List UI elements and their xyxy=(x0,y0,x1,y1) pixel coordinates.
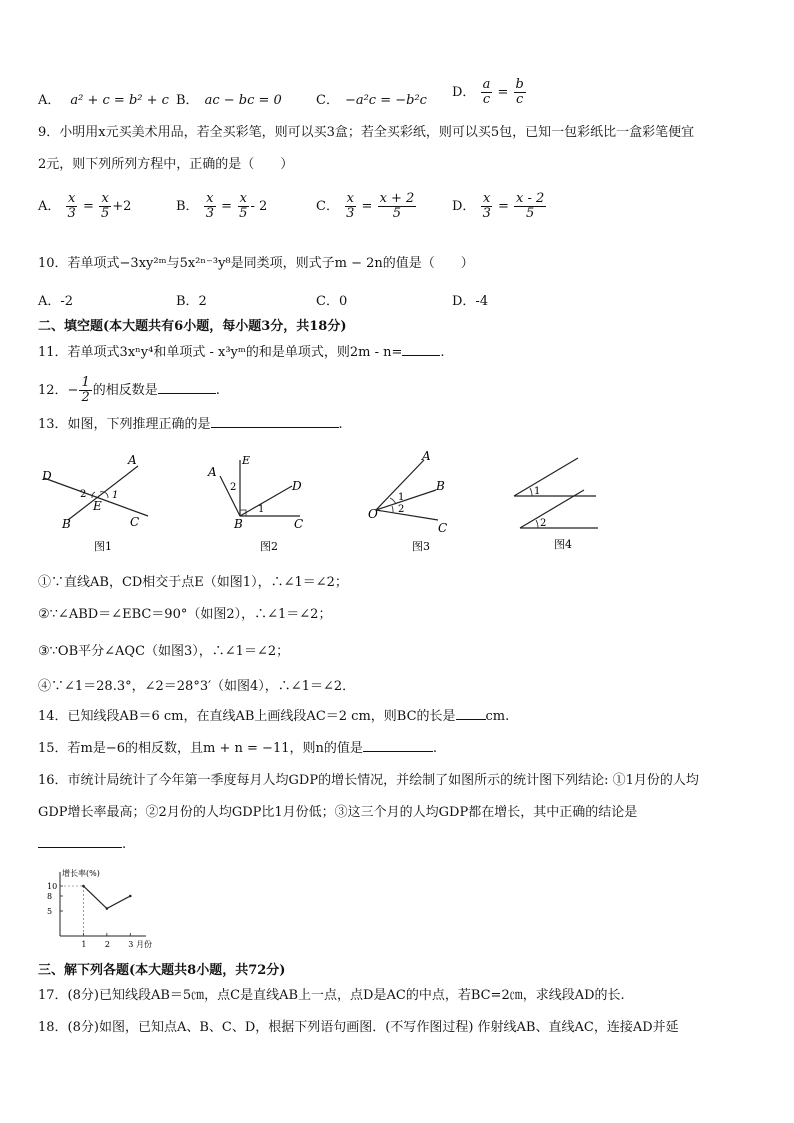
svg-text:O: O xyxy=(368,507,378,521)
q13-item-3: ③∵OB平分∠AQC（如图3），∴∠1＝∠2； xyxy=(38,644,290,659)
q11: 11．若单项式3xⁿy⁴和单项式 - x³yᵐ的和是单项式，则2m - n= . xyxy=(38,345,445,360)
q16-line1: 16．市统计局统计了今年第一季度每月人均GDP的增长情况，并绘制了如图所示的统计图下列结论: ①1月份的人均 xyxy=(38,773,699,788)
figure-caption: 图3 xyxy=(412,540,430,553)
q8-option-a: A． a² + c = b² + c xyxy=(38,93,169,108)
svg-text:2: 2 xyxy=(80,489,87,500)
svg-text:D: D xyxy=(42,469,52,483)
svg-text:E: E xyxy=(93,499,102,513)
q15: 15．若m是−6的相反数，且m + n = −11，则n的值是 . xyxy=(38,741,437,756)
q12: 12．− $\frac{1}{2}$ 的相反数是 . xyxy=(38,375,220,405)
answer-blank[interactable] xyxy=(211,427,339,428)
q9-option-c: C． $\frac{x}{3}$ = $\frac{x + 2}{5}$ xyxy=(316,191,415,221)
fraction: $\frac{b}{c}$ xyxy=(515,77,524,107)
q13-item-2: ②∵∠ABD＝∠EBC＝90°（如图2），∴∠1＝∠2； xyxy=(38,607,332,622)
data-point xyxy=(129,895,132,898)
svg-text:1: 1 xyxy=(534,486,541,497)
svg-text:2: 2 xyxy=(230,482,237,493)
svg-text:A: A xyxy=(422,449,431,463)
x-tick-label: 2 xyxy=(104,940,110,949)
figure-caption: 图1 xyxy=(94,540,112,553)
q13: 13．如图，下列推理正确的是 . xyxy=(38,417,343,432)
q8-option-b: B． ac − bc = 0 xyxy=(176,93,282,108)
q9-option-a: A． $\frac{x}{3}$ = $\frac{x}{5}$ +2 xyxy=(38,191,132,221)
q16-line2: GDP增长率最高；②2月份的人均GDP比1月份低；③这三个月的人均GDP都在增长，其中正确的结论是 xyxy=(38,805,638,820)
svg-text:2: 2 xyxy=(540,518,547,529)
figure-2 xyxy=(200,446,320,560)
q13-item-4: ④∵∠1＝28.3°，∠2＝28°3′（如图4），∴∠1＝∠2． xyxy=(38,679,356,694)
svg-text:C: C xyxy=(294,517,304,531)
y-tick-label: 10 xyxy=(47,882,58,891)
y-tick-label: 5 xyxy=(47,907,53,916)
section2-heading: 二、填空题(本大题共有6小题，每小题3分，共18分) xyxy=(38,319,347,334)
data-point xyxy=(82,885,85,888)
svg-text:1: 1 xyxy=(398,492,405,503)
series-line xyxy=(83,886,130,909)
q10-option-c: C．0 xyxy=(316,294,348,309)
y-tick-label: 8 xyxy=(47,892,53,901)
svg-text:1: 1 xyxy=(112,490,119,501)
q10-stem: 10．若单项式−3xy²ᵐ与5x²ⁿ⁻³y⁸是同类项，则式子m − 2n的值是（ ） xyxy=(38,256,474,271)
figure-caption: 图4 xyxy=(554,538,572,551)
answer-blank[interactable] xyxy=(402,355,440,356)
svg-text:E: E xyxy=(242,454,251,467)
q9-option-d: D． $\frac{x}{3}$ = $\frac{x - 2}{5}$ xyxy=(452,191,545,221)
q8-option-d: D． $\frac{a}{c}$ = $\frac{b}{c}$ xyxy=(452,77,524,107)
answer-blank[interactable] xyxy=(38,847,122,848)
x-axis-label: 月份 xyxy=(136,940,152,949)
figure-caption: 图2 xyxy=(260,540,278,553)
q9-option-b: B． $\frac{x}{3}$ = $\frac{x}{5}$ - 2 xyxy=(176,191,268,221)
q18: 18．(8分)如图，已知点A、B、C、D，根据下列语句画图．(不写作图过程) 作射线AB、直线AC，连接AD并延 xyxy=(38,1020,679,1035)
svg-text:C: C xyxy=(130,515,140,529)
figure-3 xyxy=(362,446,472,560)
y-axis-label: 增长率(%) xyxy=(62,869,100,878)
svg-text:B: B xyxy=(62,517,71,531)
q10-option-a: A．-2 xyxy=(38,294,74,309)
q17: 17．(8分)已知线段AB＝5㎝，点C是直线AB上一点，点D是AC的中点，若BC=2㎝，求线段AD的长. xyxy=(38,988,625,1003)
x-tick-label: 1 xyxy=(81,940,87,949)
fraction: $\frac{a}{c}$ xyxy=(482,77,491,107)
svg-text:A: A xyxy=(208,465,217,479)
answer-blank[interactable] xyxy=(456,719,486,720)
svg-text:A: A xyxy=(128,453,137,467)
q14: 14．已知线段AB＝6 cm，在直线AB上画线段AC＝2 cm，则BC的长是 cm. xyxy=(38,709,510,724)
answer-blank[interactable] xyxy=(158,393,216,394)
q13-item-1: ①∵直线AB，CD相交于点E（如图1），∴∠1＝∠2； xyxy=(38,575,348,590)
growth-rate-chart xyxy=(40,866,160,956)
q10-option-d: D．-4 xyxy=(452,294,489,309)
q8-option-c: C． −a²c = −b²c xyxy=(316,93,427,108)
svg-text:B: B xyxy=(436,479,445,493)
q16-answer: . xyxy=(38,836,126,854)
x-tick-label: 3 xyxy=(128,940,134,949)
figure-1 xyxy=(30,446,160,560)
answer-blank[interactable] xyxy=(363,751,433,752)
svg-text:1: 1 xyxy=(258,504,265,515)
svg-text:2: 2 xyxy=(398,504,405,515)
q9-line2: 2元，则下列所列方程中，正确的是（ ） xyxy=(38,157,294,172)
data-point xyxy=(106,907,109,910)
figure-4 xyxy=(506,446,616,560)
section3-heading: 三、解下列各题(本大题共8小题，共72分) xyxy=(38,963,286,978)
svg-text:D: D xyxy=(292,479,302,493)
q10-option-b: B．2 xyxy=(176,294,207,309)
q9-line1: 9．小明用x元买美术用品，若全买彩笔，则可以买3盒；若全买彩纸，则可以买5包，已知一包彩纸比一盒彩笔便宜 xyxy=(38,125,695,140)
svg-text:B: B xyxy=(234,517,243,531)
svg-text:C: C xyxy=(438,521,448,535)
